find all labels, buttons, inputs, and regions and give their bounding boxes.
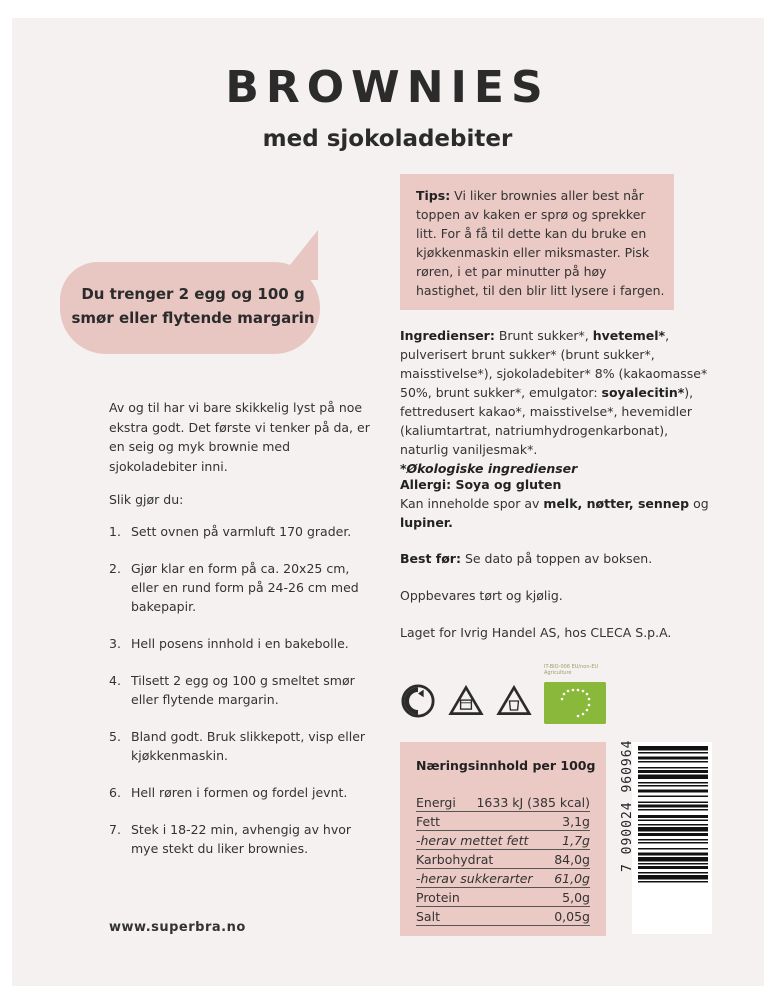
barcode-bar [638, 805, 708, 808]
barcode-bar [638, 820, 708, 822]
nutrient-value: 84,0g [554, 852, 590, 867]
website-link[interactable]: www.superbra.no [109, 920, 246, 935]
step-item [109, 727, 379, 765]
step-number: 5. [109, 729, 121, 744]
step-number: 3. [109, 636, 121, 651]
barcode-bar [638, 866, 708, 869]
nutrition-row [416, 889, 590, 907]
eu-organic-leaf-icon [544, 682, 606, 724]
step-item [109, 559, 379, 616]
barcode-bar [638, 802, 708, 804]
barcode-bar [638, 796, 708, 798]
nutrient-name: Fett [416, 814, 440, 829]
barcode-bar [638, 872, 708, 874]
green-dot-icon [400, 684, 436, 718]
barcode-bar [638, 782, 708, 784]
nutrient-value: 0,05g [554, 909, 590, 924]
recycling-icons [400, 684, 532, 718]
allergy-allergen: melk, nøtter, sennep [543, 496, 690, 511]
step-number: 7. [109, 822, 121, 837]
step-text: Gjør klar en form på ca. 20x25 cm, eller en rund form på 24-26 cm med bakepapir. [131, 561, 359, 614]
recycle-bag-icon [496, 684, 532, 718]
step-number: 2. [109, 561, 121, 576]
barcode-bar [638, 809, 708, 811]
barcode-bar [638, 767, 708, 769]
barcode-bar [638, 824, 708, 826]
best-before-label: Best før: [400, 551, 461, 566]
storage-text: Oppbevares tørt og kjølig. [400, 588, 563, 603]
nutrient-name: Karbohydrat [416, 852, 494, 867]
intro-text: Av og til har vi bare skikkelig lyst på noe ekstra godt. Det første vi tenker på da, er en seig og myk brownie med sjokoladebiter inni. [109, 400, 370, 474]
barcode-digits: 7 090024 960964 [620, 740, 635, 873]
howto-heading: Slik gjør du: [109, 492, 184, 507]
step-item [109, 671, 379, 709]
steps-list [109, 522, 379, 876]
nutrient-name: Protein [416, 890, 460, 905]
step-item [109, 522, 379, 541]
step-text: Bland godt. Bruk slikkepott, visp eller kjøkkenmaskin. [131, 729, 366, 763]
barcode-bar [638, 790, 708, 793]
nutrition-row [416, 870, 590, 888]
barcode-bar [638, 863, 708, 865]
bubble-text [68, 282, 318, 330]
barcode-bar [638, 827, 708, 832]
nutrient-name: -herav mettet fett [416, 833, 529, 848]
step-item [109, 820, 379, 858]
step-text: Tilsett 2 egg og 100 g smeltet smør eller flytende margarin. [131, 673, 355, 707]
barcode-bar [638, 785, 708, 787]
best-before-value: Se dato på toppen av boksen. [460, 551, 653, 566]
nutrient-name: -herav sukkerarter [416, 871, 533, 886]
bubble-line-2: smør eller flytende margarin [71, 309, 315, 327]
allergy-text [400, 475, 720, 532]
product-subtitle: med sjokoladebiter [262, 126, 513, 152]
step-text: Hell røren i formen og fordel jevnt. [131, 785, 348, 800]
nutrient-value: 5,0g [562, 890, 590, 905]
tips-body: Vi liker brownies aller best når toppen av kaken er sprø og sprekker litt. For å få til dette kan du bruke en kjøkkenmaskin eller miksmaster. Pisk røren, i et par minutter på høy hastighet, til den blir litt lysere i fargen. [416, 188, 665, 298]
barcode-bar [638, 848, 708, 850]
nutrition-title: Næringsinnhold per 100g [416, 758, 596, 773]
producer-text: Laget for Ivrig Handel AS, hos CLECA S.p.A. [400, 625, 672, 640]
allergy-label: Allergi: Soya og gluten [400, 477, 562, 492]
ingredients-allergen: hvetemel* [592, 328, 666, 343]
nutrient-name: Salt [416, 909, 440, 924]
step-item [109, 634, 379, 653]
speech-bubble-tail [278, 230, 318, 280]
tips-text [416, 186, 666, 300]
nutrient-name: Energi [416, 795, 456, 810]
barcode-bar [638, 857, 708, 862]
barcode-bar [638, 752, 708, 754]
nutrient-value: 61,0g [554, 871, 590, 886]
barcode-bar [638, 761, 708, 763]
barcode-bar [638, 746, 708, 751]
nutrient-value: 1633 kJ (385 kcal) [476, 795, 590, 810]
ingredients-allergen: soyalecitin* [601, 385, 685, 400]
best-before-text [400, 549, 720, 568]
barcode-bar [638, 881, 708, 883]
tips-label: Tips: [416, 188, 451, 203]
allergy-part: og [689, 496, 709, 511]
barcode-bar [638, 833, 708, 836]
recycle-paper-icon [448, 684, 484, 718]
barcode-bar [638, 757, 708, 760]
barcode-bar [638, 839, 708, 841]
allergy-allergen: lupiner. [400, 515, 453, 530]
step-number: 6. [109, 785, 121, 800]
product-title: BROWNIES [225, 62, 550, 113]
step-text: Stek i 18-22 min, avhengig av hvor mye stekt du liker brownies. [131, 822, 352, 856]
barcode-bar [638, 875, 708, 880]
step-number: 1. [109, 524, 121, 539]
ingredients-part: ), fettredusert kakao*, maisstivelse*, hevemidler (kaliumtartrat, natriumhydrogenkarbonat), naturlig vaniljesmak*. [400, 385, 694, 457]
barcode-bar [638, 770, 708, 773]
ingredients-label: Ingredienser: [400, 328, 495, 343]
barcode [632, 742, 712, 934]
ingredients-part: Brunt sukker*, [494, 328, 593, 343]
nutrient-value: 1,7g [562, 833, 590, 848]
ingredients-text [400, 326, 720, 478]
step-text: Sett ovnen på varmluft 170 grader. [131, 524, 352, 539]
bubble-line-1: Du trenger 2 egg og 100 g [81, 285, 305, 303]
nutrition-row [416, 851, 590, 869]
step-number: 4. [109, 673, 121, 688]
nutrient-value: 3,1g [562, 814, 590, 829]
nutrition-row [416, 908, 590, 926]
barcode-bar [638, 853, 708, 856]
nutrition-row [416, 813, 590, 831]
allergy-part: Kan inneholde spor av [400, 496, 544, 511]
eu-organic-code: IT-BIO-006 EU/non-EU Agriculture [544, 664, 599, 676]
step-text: Hell posens innhold i en bakebolle. [131, 636, 349, 651]
barcode-bar [638, 815, 708, 818]
organic-note: *Økologiske ingredienser [400, 461, 578, 476]
ingredients-part: , pulverisert brunt sukker* (brunt sukker*, maisstivelse*), sjokoladebiter* 8% (kakaomasse* 50%, brunt sukker*, emulgator: [400, 328, 708, 400]
nutrition-row [416, 832, 590, 850]
barcode-bar [638, 775, 708, 780]
nutrition-row [416, 794, 590, 812]
barcode-bar [638, 842, 708, 844]
step-item [109, 783, 379, 802]
